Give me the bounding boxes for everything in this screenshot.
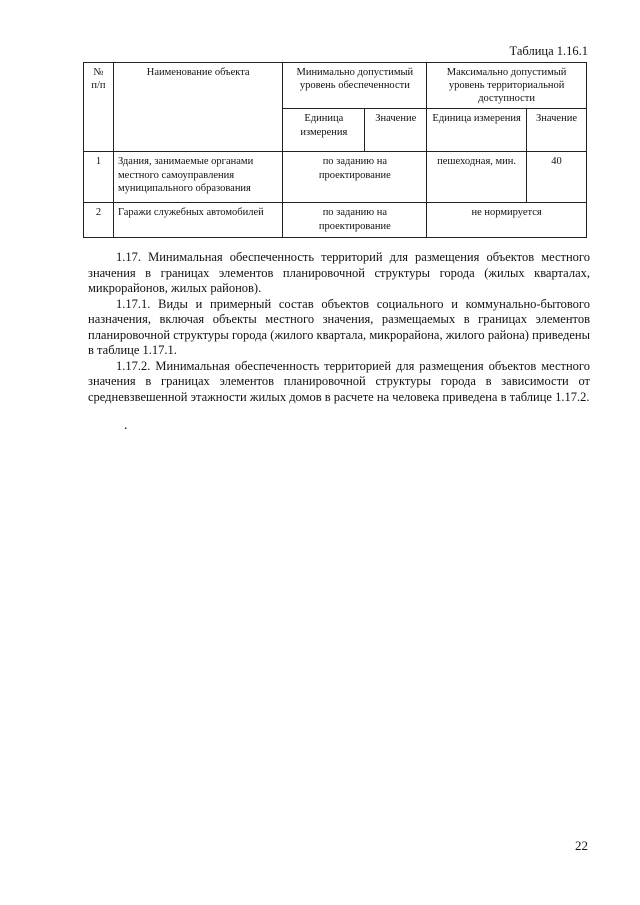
- stray-dot: .: [124, 418, 128, 433]
- paragraph-1-17-1: 1.17.1. Виды и примерный состав объектов социального и коммунально-бытового назначения, включая объекты местного значения, размещаемых в границах элементов планировочной структуры города (жилого квартала, микрорайона, жилого района) приведены в таблице 1.17.1.: [88, 296, 590, 357]
- header-max-access: Максимально допустимый уровень территориальной доступности: [427, 63, 587, 109]
- subheader-max-unit: Единица измерения: [427, 109, 527, 152]
- table-caption: Таблица 1.16.1: [509, 44, 588, 58]
- subheader-max-value: Значение: [527, 109, 587, 152]
- page-number: 22: [575, 838, 588, 853]
- row-min-level: по заданию на проектирование: [283, 152, 427, 203]
- row-name: Гаражи служебных автомобилей: [113, 203, 283, 238]
- body-text: [88, 250, 590, 405]
- paragraph-1-17: 1.17. Минимальная обеспеченность территорий для размещения объектов местного значения в границах элементов планировочной структуры города (жилых кварталах, микрорайонов, жилых районов).: [88, 250, 590, 295]
- paragraph-1-17-2: 1.17.2. Минимальная обеспеченность территорией для размещения объектов местного значения в границах элементов планировочной структуры города в зависимости от средневзвешенной этажности жилых домов в расчете на человека приведена в таблице 1.17.2.: [88, 358, 590, 404]
- row-name: Здания, занимаемые органами местного самоуправления муниципального образования: [113, 152, 283, 203]
- row-max-value: 40: [527, 152, 587, 203]
- subheader-min-value: Значение: [365, 109, 427, 152]
- header-name: Наименование объекта: [113, 63, 283, 152]
- row-num: 2: [84, 203, 114, 238]
- row-num: 1: [84, 152, 114, 203]
- row-max-unit: пешеходная, мин.: [427, 152, 527, 203]
- row-max-access: не нормируется: [427, 203, 587, 238]
- table-row: [84, 203, 587, 238]
- subheader-min-unit: Единица измерения: [283, 109, 365, 152]
- row-min-level: по заданию на проектирование: [283, 203, 427, 238]
- norms-table: [83, 62, 587, 238]
- table-header-row: [84, 63, 587, 109]
- header-min-level: Минимально допустимый уровень обеспеченности: [283, 63, 427, 109]
- table-row: [84, 152, 587, 203]
- header-num: № п/п: [84, 63, 114, 152]
